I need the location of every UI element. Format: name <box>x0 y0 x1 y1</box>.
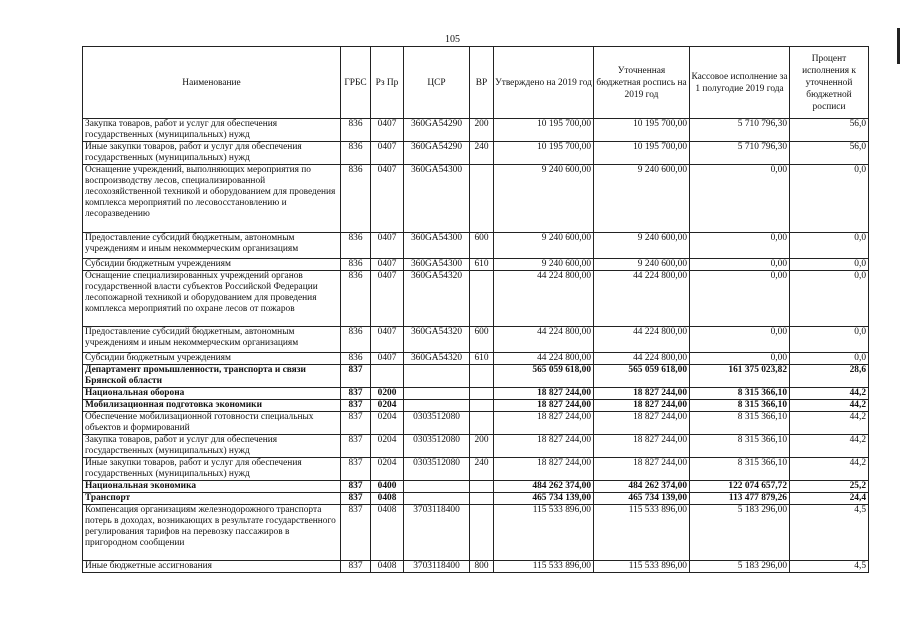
cell-name: Национальная экономика <box>83 481 341 493</box>
table-row <box>83 165 869 233</box>
cell-name: Компенсация организациям железнодорожного транспорта потерь в доходах, возникающих в результате государственного регулирования тарифов на перевозку пассажиров в пригородном сообщении <box>83 505 341 561</box>
cell-csr: 360GA54320 <box>404 327 470 353</box>
cell-cash: 5 183 296,00 <box>690 505 790 561</box>
cell-name: Мобилизационная подготовка экономики <box>83 400 341 412</box>
cell-rz-pr: 0407 <box>371 142 404 165</box>
cell-rz-pr: 0408 <box>371 561 404 573</box>
cell-grbs: 836 <box>341 353 371 365</box>
cell-name: Оснащение специализированных учреждений органов государственной власти субъектов Российской Федерации лесопожарной техникой и оборудованием для проведения комплекса мероприятий по охране лесов от пожаров <box>83 271 341 327</box>
cell-approved: 565 059 618,00 <box>494 365 594 388</box>
cell-refined: 9 240 600,00 <box>594 233 690 259</box>
table-row <box>83 435 869 458</box>
table-row <box>83 561 869 573</box>
cell-rz-pr <box>371 365 404 388</box>
cell-percent: 4,5 <box>790 561 869 573</box>
cell-cash: 0,00 <box>690 165 790 233</box>
cell-percent: 28,6 <box>790 365 869 388</box>
cell-percent: 44,2 <box>790 412 869 435</box>
cell-vr <box>470 505 494 561</box>
cell-approved: 44 224 800,00 <box>494 353 594 365</box>
cell-vr: 600 <box>470 327 494 353</box>
table-row <box>83 458 869 481</box>
cell-cash: 0,00 <box>690 259 790 271</box>
cell-refined: 18 827 244,00 <box>594 435 690 458</box>
cell-vr <box>470 481 494 493</box>
cell-approved: 115 533 896,00 <box>494 505 594 561</box>
cell-grbs: 836 <box>341 327 371 353</box>
cell-cash: 0,00 <box>690 271 790 327</box>
cell-csr: 360GA54300 <box>404 233 470 259</box>
cell-csr: 360GA54320 <box>404 353 470 365</box>
cell-name: Иные закупки товаров, работ и услуг для обеспечения государственных (муниципальных) нужд <box>83 458 341 481</box>
cell-grbs: 837 <box>341 493 371 505</box>
cell-approved: 9 240 600,00 <box>494 233 594 259</box>
table-row <box>83 327 869 353</box>
cell-refined: 565 059 618,00 <box>594 365 690 388</box>
header-name: Наименование <box>83 47 341 119</box>
cell-cash: 161 375 023,82 <box>690 365 790 388</box>
cell-approved: 18 827 244,00 <box>494 388 594 400</box>
cell-grbs: 837 <box>341 412 371 435</box>
cell-rz-pr: 0407 <box>371 233 404 259</box>
table-row <box>83 271 869 327</box>
cell-refined: 10 195 700,00 <box>594 119 690 142</box>
cell-approved: 484 262 374,00 <box>494 481 594 493</box>
cell-refined: 9 240 600,00 <box>594 259 690 271</box>
cell-refined: 115 533 896,00 <box>594 505 690 561</box>
cell-vr: 200 <box>470 119 494 142</box>
cell-vr <box>470 400 494 412</box>
cell-percent: 44,2 <box>790 388 869 400</box>
cell-csr <box>404 388 470 400</box>
table-row <box>83 388 869 400</box>
cell-rz-pr: 0204 <box>371 412 404 435</box>
cell-name: Иные закупки товаров, работ и услуг для обеспечения государственных (муниципальных) нужд <box>83 142 341 165</box>
cell-refined: 44 224 800,00 <box>594 353 690 365</box>
header-approved: Утверждено на 2019 год <box>494 47 594 119</box>
cell-rz-pr: 0200 <box>371 388 404 400</box>
cell-rz-pr: 0204 <box>371 435 404 458</box>
cell-approved: 9 240 600,00 <box>494 259 594 271</box>
cell-name: Закупка товаров, работ и услуг для обеспечения государственных (муниципальных) нужд <box>83 435 341 458</box>
cell-refined: 44 224 800,00 <box>594 271 690 327</box>
cell-csr: 360GA54300 <box>404 165 470 233</box>
cell-vr <box>470 165 494 233</box>
cell-vr: 800 <box>470 561 494 573</box>
cell-csr <box>404 493 470 505</box>
table-row <box>83 259 869 271</box>
cell-grbs: 836 <box>341 165 371 233</box>
cell-refined: 9 240 600,00 <box>594 165 690 233</box>
cell-approved: 44 224 800,00 <box>494 327 594 353</box>
cell-percent: 4,5 <box>790 505 869 561</box>
cell-csr: 360GA54290 <box>404 142 470 165</box>
cell-rz-pr: 0408 <box>371 493 404 505</box>
cell-approved: 18 827 244,00 <box>494 435 594 458</box>
cell-grbs: 837 <box>341 400 371 412</box>
header-row <box>83 47 869 119</box>
cell-percent: 0,0 <box>790 271 869 327</box>
cell-grbs: 836 <box>341 119 371 142</box>
cell-csr: 360GA54300 <box>404 259 470 271</box>
cell-cash: 8 315 366,10 <box>690 412 790 435</box>
cell-csr: 0303512080 <box>404 458 470 481</box>
cell-rz-pr: 0407 <box>371 259 404 271</box>
table-row <box>83 365 869 388</box>
cell-csr <box>404 400 470 412</box>
cell-vr: 240 <box>470 142 494 165</box>
page-number: 105 <box>445 34 460 45</box>
cell-cash: 5 710 796,30 <box>690 142 790 165</box>
cell-name: Закупка товаров, работ и услуг для обеспечения государственных (муниципальных) нужд <box>83 119 341 142</box>
cell-name: Департамент промышленности, транспорта и связи Брянской области <box>83 365 341 388</box>
cell-vr <box>470 365 494 388</box>
cell-csr: 0303512080 <box>404 412 470 435</box>
cell-vr: 610 <box>470 259 494 271</box>
cell-refined: 18 827 244,00 <box>594 458 690 481</box>
cell-percent: 0,0 <box>790 233 869 259</box>
cell-vr: 240 <box>470 458 494 481</box>
cell-cash: 0,00 <box>690 233 790 259</box>
cell-vr <box>470 271 494 327</box>
cell-vr: 610 <box>470 353 494 365</box>
cell-name: Иные бюджетные ассигнования <box>83 561 341 573</box>
cell-refined: 18 827 244,00 <box>594 400 690 412</box>
cell-cash: 8 315 366,10 <box>690 435 790 458</box>
cell-rz-pr: 0408 <box>371 505 404 561</box>
cell-approved: 44 224 800,00 <box>494 271 594 327</box>
table-row <box>83 412 869 435</box>
cell-grbs: 837 <box>341 365 371 388</box>
cell-grbs: 837 <box>341 435 371 458</box>
cell-csr <box>404 365 470 388</box>
cell-cash: 0,00 <box>690 353 790 365</box>
cell-approved: 18 827 244,00 <box>494 458 594 481</box>
cell-refined: 44 224 800,00 <box>594 327 690 353</box>
header-vr: ВР <box>470 47 494 119</box>
cell-csr: 3703118400 <box>404 561 470 573</box>
header-csr: ЦСР <box>404 47 470 119</box>
cell-percent: 0,0 <box>790 259 869 271</box>
cell-grbs: 836 <box>341 142 371 165</box>
cell-approved: 9 240 600,00 <box>494 165 594 233</box>
cell-vr <box>470 493 494 505</box>
cell-rz-pr: 0400 <box>371 481 404 493</box>
cell-grbs: 836 <box>341 233 371 259</box>
cell-vr <box>470 412 494 435</box>
cell-percent: 56,0 <box>790 119 869 142</box>
table-row <box>83 493 869 505</box>
cell-grbs: 837 <box>341 505 371 561</box>
cell-cash: 0,00 <box>690 327 790 353</box>
table-row <box>83 353 869 365</box>
cell-cash: 8 315 366,10 <box>690 458 790 481</box>
cell-csr: 0303512080 <box>404 435 470 458</box>
header-percent: Процент исполнения к уточненной бюджетной росписи <box>790 47 869 119</box>
cell-refined: 18 827 244,00 <box>594 388 690 400</box>
cell-name: Обеспечение мобилизационной готовности специальных объектов и формирований <box>83 412 341 435</box>
cell-refined: 465 734 139,00 <box>594 493 690 505</box>
cell-vr: 600 <box>470 233 494 259</box>
cell-cash: 8 315 366,10 <box>690 400 790 412</box>
header-cash: Кассовое исполнение за 1 полугодие 2019 года <box>690 47 790 119</box>
cell-refined: 484 262 374,00 <box>594 481 690 493</box>
table-row <box>83 119 869 142</box>
cell-name: Субсидии бюджетным учреждениям <box>83 259 341 271</box>
cell-name: Транспорт <box>83 493 341 505</box>
cell-percent: 44,2 <box>790 458 869 481</box>
cell-name: Национальная оборона <box>83 388 341 400</box>
cell-name: Предоставление субсидий бюджетным, автономным учреждениям и иным некоммерческим организациям <box>83 233 341 259</box>
cell-refined: 115 533 896,00 <box>594 561 690 573</box>
cell-refined: 18 827 244,00 <box>594 412 690 435</box>
cell-grbs: 836 <box>341 259 371 271</box>
cell-rz-pr: 0407 <box>371 353 404 365</box>
page-edge-mark <box>897 28 900 64</box>
cell-rz-pr: 0407 <box>371 165 404 233</box>
header-grbs: ГРБС <box>341 47 371 119</box>
cell-percent: 0,0 <box>790 327 869 353</box>
cell-csr: 360GA54290 <box>404 119 470 142</box>
cell-csr <box>404 481 470 493</box>
cell-percent: 44,2 <box>790 435 869 458</box>
cell-percent: 56,0 <box>790 142 869 165</box>
cell-vr: 200 <box>470 435 494 458</box>
cell-rz-pr: 0204 <box>371 458 404 481</box>
cell-percent: 25,2 <box>790 481 869 493</box>
cell-grbs: 837 <box>341 458 371 481</box>
table-row <box>83 233 869 259</box>
cell-approved: 10 195 700,00 <box>494 142 594 165</box>
table-row <box>83 142 869 165</box>
cell-name: Оснащение учреждений, выполняющих мероприятия по воспроизводству лесов, специализированной лесохозяйственной техникой и оборудованием для проведения комплекса мероприятий по лесовосстановлению и лесоразведению <box>83 165 341 233</box>
cell-grbs: 837 <box>341 388 371 400</box>
cell-approved: 10 195 700,00 <box>494 119 594 142</box>
cell-cash: 122 074 657,72 <box>690 481 790 493</box>
table-row <box>83 481 869 493</box>
cell-name: Предоставление субсидий бюджетным, автономным учреждениям и иным некоммерческим организациям <box>83 327 341 353</box>
cell-rz-pr: 0204 <box>371 400 404 412</box>
table-row <box>83 400 869 412</box>
cell-name: Субсидии бюджетным учреждениям <box>83 353 341 365</box>
cell-approved: 465 734 139,00 <box>494 493 594 505</box>
cell-approved: 18 827 244,00 <box>494 412 594 435</box>
cell-grbs: 837 <box>341 561 371 573</box>
cell-cash: 5 710 796,30 <box>690 119 790 142</box>
cell-refined: 10 195 700,00 <box>594 142 690 165</box>
cell-percent: 24,4 <box>790 493 869 505</box>
cell-vr <box>470 388 494 400</box>
cell-cash: 113 477 879,26 <box>690 493 790 505</box>
cell-csr: 360GA54320 <box>404 271 470 327</box>
budget-table <box>82 46 869 573</box>
cell-percent: 44,2 <box>790 400 869 412</box>
header-rz-pr: Рз Пр <box>371 47 404 119</box>
cell-grbs: 837 <box>341 481 371 493</box>
cell-grbs: 836 <box>341 271 371 327</box>
header-refined: Уточненная бюджетная роспись на 2019 год <box>594 47 690 119</box>
cell-approved: 115 533 896,00 <box>494 561 594 573</box>
cell-rz-pr: 0407 <box>371 327 404 353</box>
cell-percent: 0,0 <box>790 353 869 365</box>
cell-rz-pr: 0407 <box>371 271 404 327</box>
table-row <box>83 505 869 561</box>
cell-cash: 8 315 366,10 <box>690 388 790 400</box>
cell-cash: 5 183 296,00 <box>690 561 790 573</box>
cell-approved: 18 827 244,00 <box>494 400 594 412</box>
cell-rz-pr: 0407 <box>371 119 404 142</box>
cell-csr: 3703118400 <box>404 505 470 561</box>
cell-percent: 0,0 <box>790 165 869 233</box>
